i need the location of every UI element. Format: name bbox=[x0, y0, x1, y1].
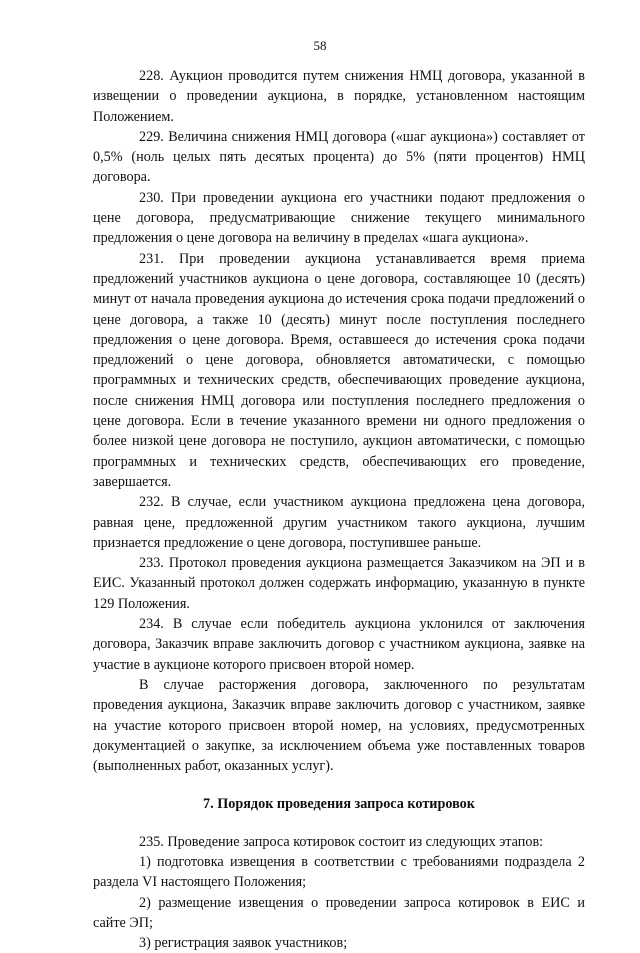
page-number: 58 bbox=[313, 38, 327, 53]
paragraph-232: 232. В случае, если участником аукциона предложена цена договора, равная цене, предложенной другим участником такого аукциона, лучшим признается предложение о цене договора, поступившее раньше. bbox=[93, 494, 585, 551]
paragraph-231: 231. При проведении аукциона устанавливается время приема предложений участников аукциона о цене договора, составляющее 10 (десять) минут от начала проведения аукциона до истечения срока подачи предложений о цене договора, а также 10 (десять) минут после поступления последнего предложения о цене договора. Время, оставшееся до истечения срока подачи предложений о цене договора, обновляется автоматически, с помощью программных и технических средств, обеспечивающих проведение аукциона, после снижения НМЦ договора или поступления последнего предложения о цене договора. Если в течение указанного времени ни одного предложения о более низкой цене договора не поступило, аукцион автоматически, с помощью программных и технических средств, обеспечивающих его проведение, завершается. bbox=[93, 250, 585, 490]
section-heading: 7. Порядок проведения запроса котировок bbox=[203, 796, 475, 813]
list-item-1: 1) подготовка извещения в соответствии с требованиями подраздела 2 раздела VI настоящего Положения; bbox=[93, 853, 585, 891]
list-item-2: 2) размещение извещения о проведении запроса котировок в ЕИС и сайте ЭП; bbox=[93, 894, 585, 931]
paragraph-234: 234. В случае если победитель аукциона уклонился от заключения договора, Заказчик вправе заключить договор с участником аукциона, заявке на участие в аукционе которого присвоен второй номер. bbox=[93, 616, 585, 673]
paragraph-230: 230. При проведении аукциона его участники подают предложения о цене договора, предусматривающие снижение текущего минимального предложения о цене договора на величину в пределах «шага аукциона». bbox=[93, 189, 585, 247]
paragraph-233: 233. Протокол проведения аукциона размещается Заказчиком на ЭП и в ЕИС. Указанный протокол должен содержать информацию, указанную в пункте 129 Положения. bbox=[93, 555, 585, 612]
paragraph-234-continuation: В случае расторжения договора, заключенного по результатам проведения аукциона, Заказчик вправе заключить договор с участником, заявке на участие которого присвоен второй номер, на условиях, предусмотренных документацией о закупке, за исключением объема уже поставленных товаров (выполненных работ, оказанных услуг). bbox=[93, 676, 585, 775]
paragraph-229: 229. Величина снижения НМЦ договора («шаг аукциона») составляет от 0,5% (ноль целых пять десятых процента) до 5% (пяти процентов) НМЦ договора. bbox=[93, 128, 585, 186]
paragraph-228: 228. Аукцион проводится путем снижения НМЦ договора, указанной в извещении о проведении аукциона, в порядке, установленном настоящим Положением. bbox=[93, 68, 585, 125]
document-body bbox=[93, 66, 585, 953]
list-item-3: 3) регистрация заявок участников; bbox=[139, 935, 348, 952]
paragraph-235: 235. Проведение запроса котировок состоит из следующих этапов: bbox=[139, 833, 544, 850]
